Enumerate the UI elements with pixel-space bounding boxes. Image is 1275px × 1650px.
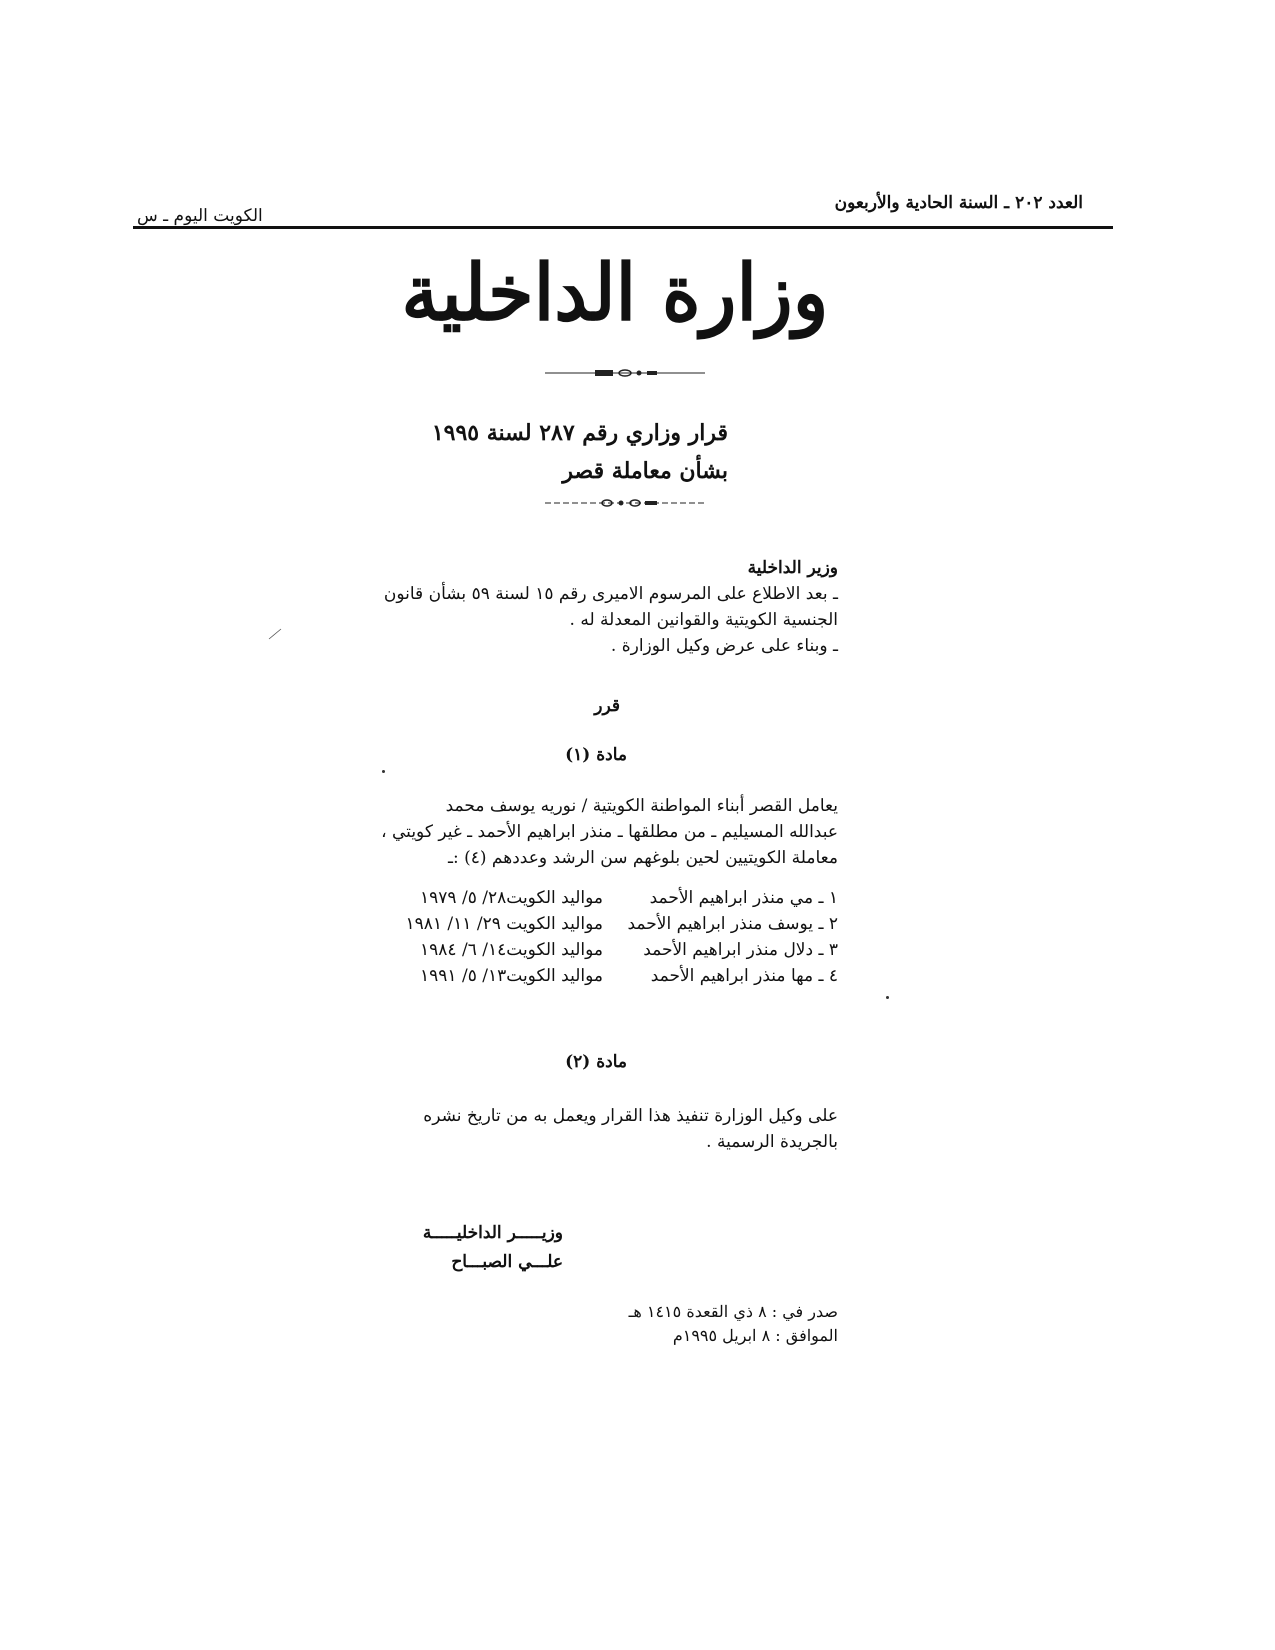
scan-speck bbox=[886, 996, 889, 999]
child-birth: مواليد الكويت٢٨/ ٥/ ١٩٧٩ bbox=[420, 888, 603, 908]
article-1-line-2: عبدالله المسيليم ـ من مطلقها ـ منذر ابراهيم الأحمد ـ غير كويتي ، bbox=[381, 822, 838, 842]
child-name: ٤ ـ مها منذر ابراهيم الأحمد bbox=[650, 966, 838, 986]
decree-subject: بشأن معاملة قصر bbox=[562, 458, 728, 484]
article-1-line-1: يعامل القصر أبناء المواطنة الكويتية / نوريه يوسف محمد bbox=[445, 796, 838, 816]
article-2-line-1: على وكيل الوزارة تنفيذ هذا القرار ويعمل به من تاريخ نشره bbox=[423, 1106, 838, 1126]
issuer-heading: وزير الداخلية bbox=[747, 558, 838, 578]
child-birth: مواليد الكويت١٣/ ٥/ ١٩٩١ bbox=[420, 966, 603, 986]
preamble-clause-2: ـ وبناء على عرض وكيل الوزارة . bbox=[610, 636, 838, 656]
ornament-divider-top bbox=[545, 366, 705, 380]
signatory-name: علـــي الصبـــاح bbox=[451, 1252, 563, 1272]
article-2-heading: مادة (٢) bbox=[565, 1052, 627, 1072]
issue-number: العدد ٢٠٢ ـ السنة الحادية والأربعون bbox=[834, 193, 1083, 213]
article-1-heading: مادة (١) bbox=[565, 745, 627, 765]
child-name: ٢ ـ يوسف منذر ابراهيم الأحمد bbox=[627, 914, 838, 934]
ministry-title: وزارة الداخلية bbox=[401, 247, 829, 339]
child-name: ١ ـ مي منذر ابراهيم الأحمد bbox=[649, 888, 838, 908]
issued-gregorian-date: الموافق : ٨ ابريل ١٩٩٥م bbox=[672, 1326, 838, 1345]
child-birth: مواليد الكويت ٢٩/ ١١/ ١٩٨١ bbox=[405, 914, 603, 934]
header-rule bbox=[133, 226, 1113, 229]
article-1-line-3: معاملة الكويتيين لحين بلوغهم سن الرشد وعددهم (٤) :ـ bbox=[448, 848, 838, 868]
preamble-clause-1-line-2: الجنسية الكويتية والقوانين المعدلة له . bbox=[569, 610, 838, 630]
child-birth: مواليد الكويت١٤/ ٦/ ١٩٨٤ bbox=[420, 940, 603, 960]
child-name: ٣ ـ دلال منذر ابراهيم الأحمد bbox=[643, 940, 838, 960]
decree-title: قرار وزاري رقم ٢٨٧ لسنة ١٩٩٥ bbox=[431, 420, 728, 446]
preamble-clause-1-line-1: ـ بعد الاطلاع على المرسوم الاميرى رقم ١٥ لسنة ٥٩ بشأن قانون bbox=[383, 584, 838, 604]
scan-speck bbox=[382, 770, 385, 773]
ornament-divider-bottom bbox=[545, 496, 705, 510]
scan-mark bbox=[268, 628, 282, 640]
signatory-title: وزيـــــر الداخليـــــة bbox=[422, 1223, 563, 1243]
article-2-line-2: بالجريدة الرسمية . bbox=[706, 1132, 838, 1152]
decided-heading: قرر bbox=[594, 696, 620, 716]
publication-name: الكويت اليوم ـ س bbox=[137, 206, 263, 226]
issued-hijri-date: صدر في : ٨ ذي القعدة ١٤١٥ هـ bbox=[628, 1302, 838, 1321]
